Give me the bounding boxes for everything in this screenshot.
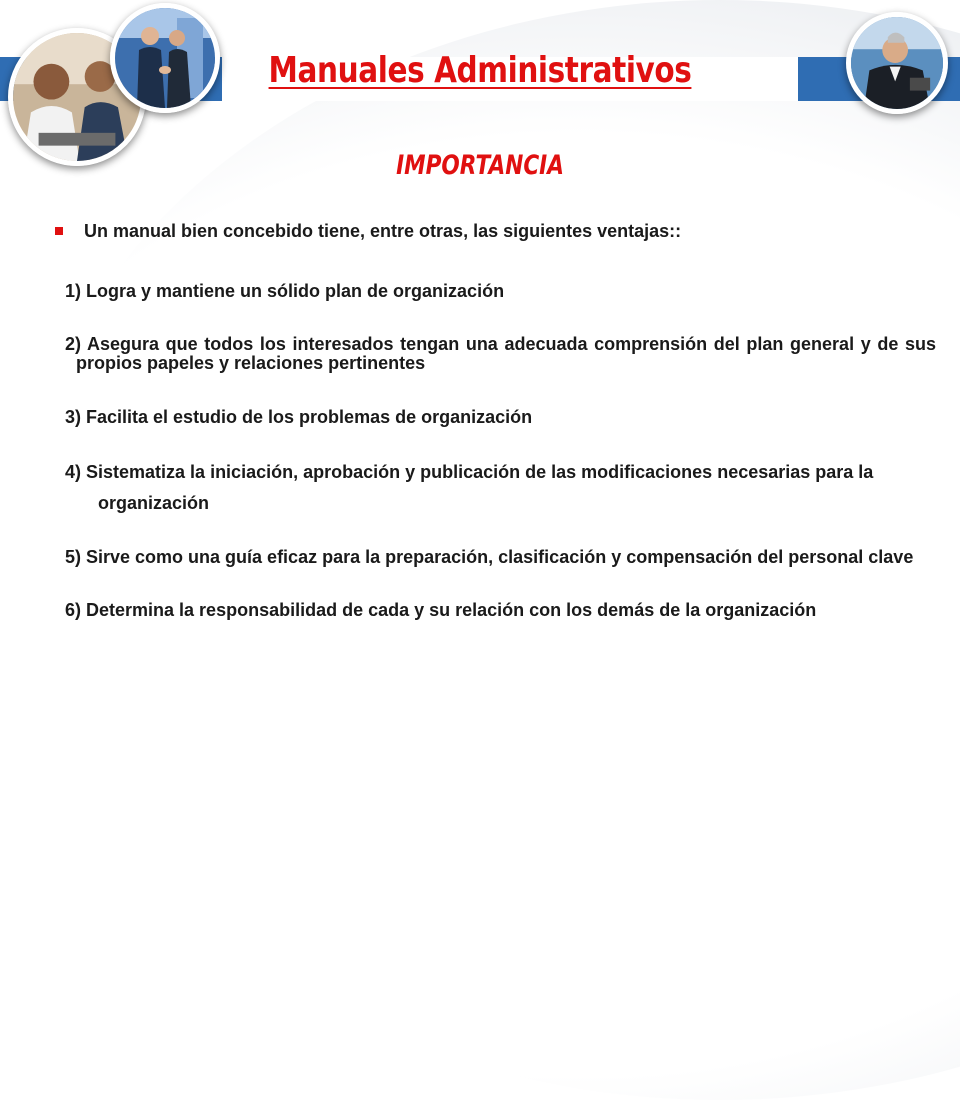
list-item-2: 2) Asegura que todos los interesados tengan una adecuada comprensión del plan general y de sus propios papeles y relaciones pertinentes xyxy=(65,334,936,373)
list-item-5: 5) Sirve como una guía eficaz para la preparación, clasificación y compensación del personal clave xyxy=(65,547,914,567)
page-title: Manuales Administrativos xyxy=(268,50,692,91)
list-item-4-continuation: organización xyxy=(98,493,210,513)
intro-text: Un manual bien concebido tiene, entre otras, las siguientes ventajas:: xyxy=(84,221,682,241)
section-subtitle: IMPORTANCIA xyxy=(396,150,564,181)
square-bullet-icon xyxy=(55,227,63,235)
list-item-3: 3) Facilita el estudio de los problemas de organización xyxy=(65,407,533,427)
list-item-4: 4) Sistematiza la iniciación, aprobación y publicación de las modificaciones necesarias para la xyxy=(65,462,874,482)
intro-bullet xyxy=(48,222,936,241)
content-area xyxy=(48,222,936,620)
list-item-1: 1) Logra y mantiene un sólido plan de organización xyxy=(65,281,505,301)
list-item-6: 6) Determina la responsabilidad de cada y su relación con los demás de la organización xyxy=(65,600,817,620)
